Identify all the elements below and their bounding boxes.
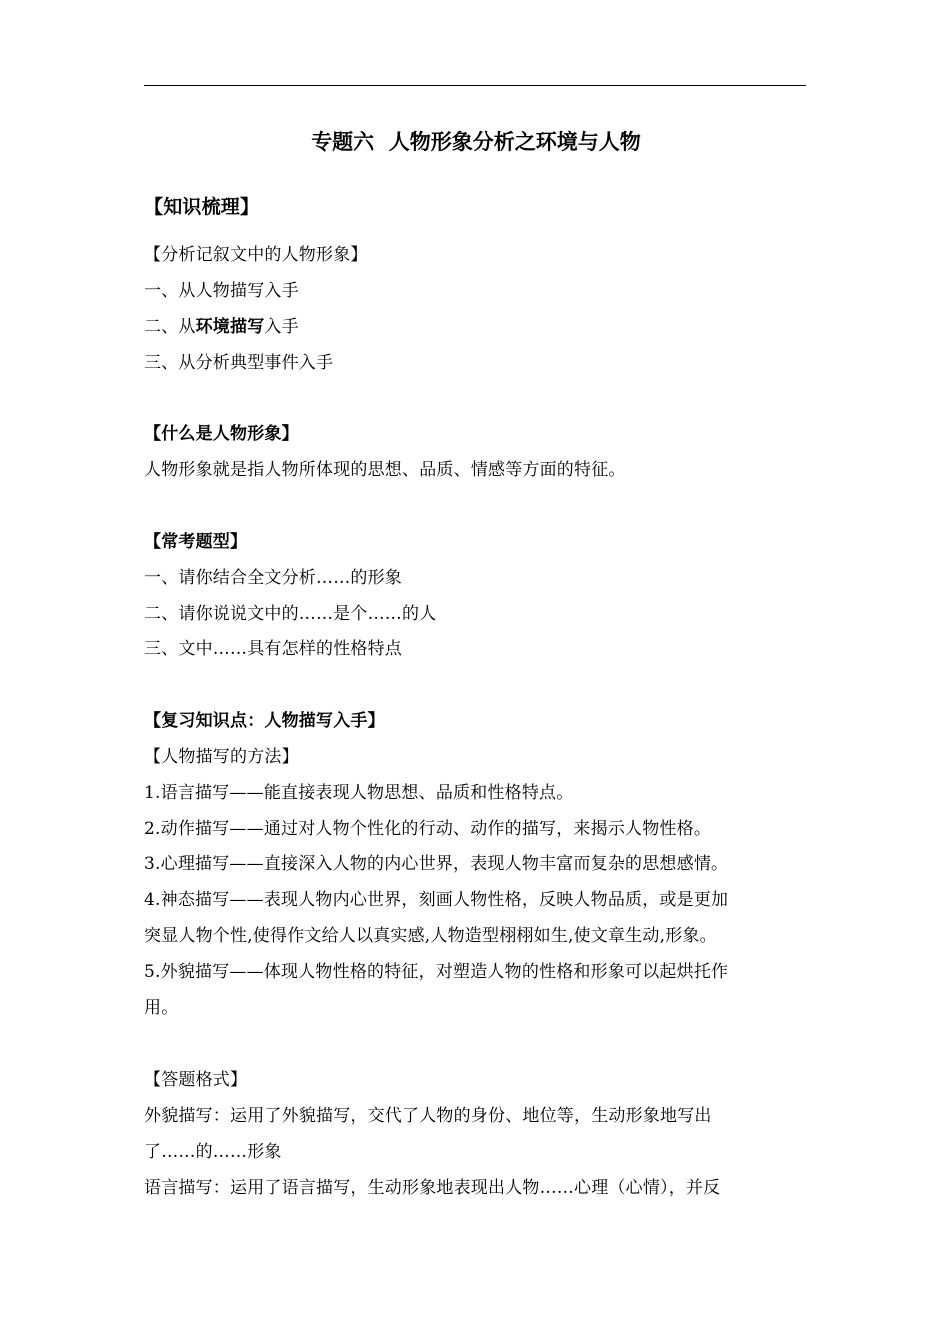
- analysis-item-3: 三、从分析典型事件入手: [144, 353, 334, 373]
- analysis-item-2: [144, 315, 299, 339]
- analysis-item-2-prefix: 二、从: [144, 317, 196, 337]
- knowledge-heading: 【知识梳理】: [144, 196, 260, 218]
- analysis-item-2-emphasis: 环境描写: [195, 317, 265, 337]
- method-line: 4.神态描写——表现人物内心世界，刻画人物性格，反映人物品质，或是更加: [144, 890, 729, 910]
- analysis-item-1: 一、从人物描写入手: [144, 281, 299, 301]
- what-is-heading: 【什么是人物形象】: [144, 424, 299, 444]
- common-type-item: 三、文中……具有怎样的性格特点: [144, 639, 402, 659]
- answer-format-line: 外貌描写：运用了外貌描写，交代了人物的身份、地位等，生动形象地写出: [144, 1106, 712, 1126]
- method-line: 2.动作描写——通过对人物个性化的行动、动作的描写，来揭示人物性格。: [144, 819, 712, 839]
- page-title: 专题六 人物形象分析之环境与人物: [311, 130, 641, 154]
- method-line: 3.心理描写——直接深入人物的内心世界，表现人物丰富而复杂的思想感情。: [144, 854, 729, 874]
- answer-format-line: 了……的……形象: [144, 1142, 282, 1162]
- method-line: 1.语言描写——能直接表现人物思想、品质和性格特点。: [144, 783, 574, 803]
- method-line: 突显人物个性,使得作文给人以真实感,人物造型栩栩如生,使文章生动,形象。: [144, 926, 717, 946]
- analysis-item-2-suffix: 入手: [264, 317, 299, 337]
- header-rule: [144, 85, 806, 86]
- methods-heading: 【人物描写的方法】: [144, 747, 299, 767]
- what-is-text: 人物形象就是指人物所体现的思想、品质、情感等方面的特征。: [144, 460, 626, 480]
- answer-format-heading: 【答题格式】: [144, 1070, 248, 1090]
- answer-format-line: 语言描写：运用了语言描写，生动形象地表现出人物……心理（心情），并反: [144, 1178, 721, 1198]
- method-line: 用。: [144, 998, 179, 1018]
- common-type-item: 二、请你说说文中的……是个……的人: [144, 604, 437, 624]
- analysis-heading: 【分析记叙文中的人物形象】: [144, 245, 368, 265]
- common-types-heading: 【常考题型】: [144, 532, 248, 552]
- review-heading: 【复习知识点：人物描写入手】: [144, 711, 385, 731]
- common-type-item: 一、请你结合全文分析……的形象: [144, 568, 402, 588]
- method-line: 5.外貌描写——体现人物性格的特征，对塑造人物的性格和形象可以起烘托作: [144, 962, 729, 982]
